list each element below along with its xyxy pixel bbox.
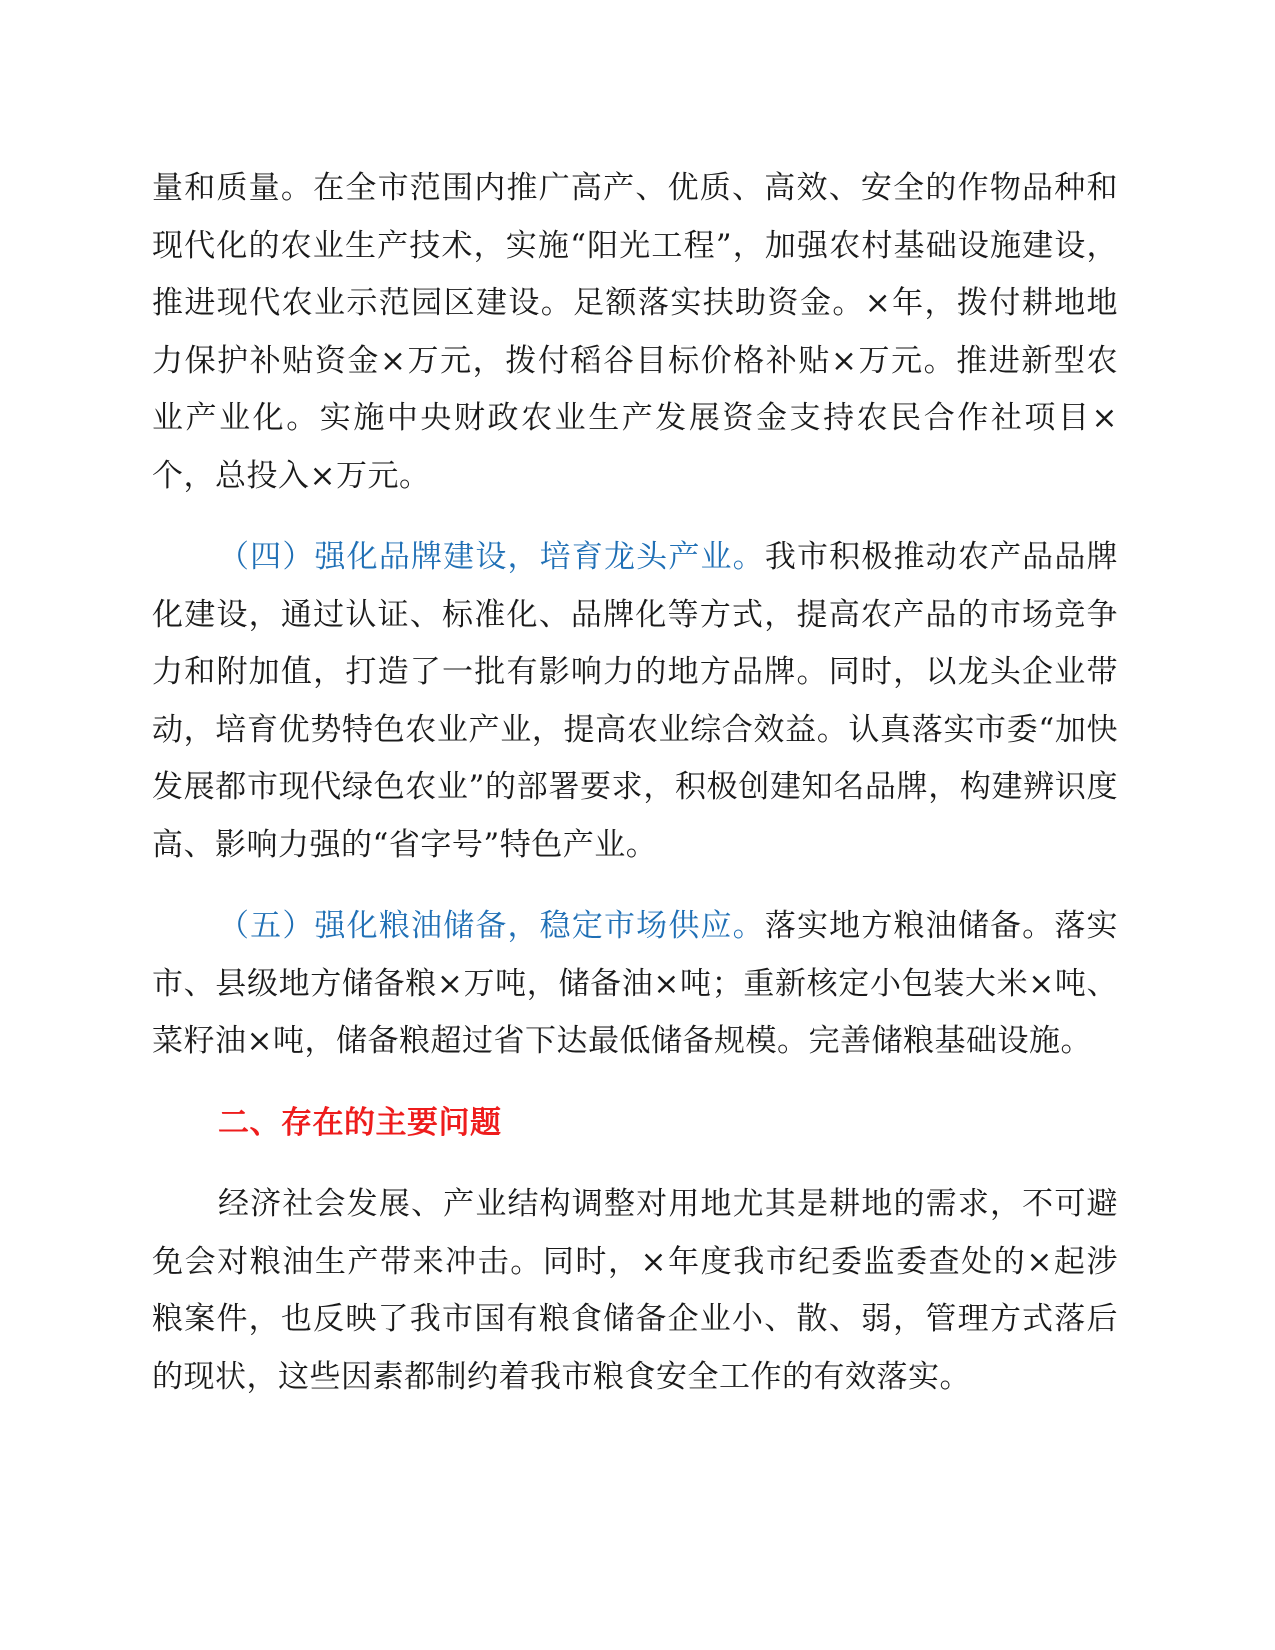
section-four-paragraph [152, 529, 1118, 874]
paragraph-continued: 量和质量。在全市范围内推广高产、优质、高效、安全的作物品种和现代化的农业生产技术，实施“阳光工程”，加强农村基础设施建设，推进现代农业示范园区建设。足额落实扶助资金。×年，拨付耕地地力保护补贴资金×万元，拨付稻谷目标价格补贴×万元。推进新型农业产业化。实施中央财政农业生产发展资金支持农民合作社项目×个，总投入×万元。 [152, 170, 1118, 494]
main-issues-paragraph: 经济社会发展、产业结构调整对用地尤其是耕地的需求，不可避免会对粮油生产带来冲击。同时，×年度我市纪委监委查处的×起涉粮案件，也反映了我市国有粮食储备企业小、散、弱，管理方式落后的现状，这些因素都制约着我市粮食安全工作的有效落实。 [152, 1186, 1118, 1395]
main-issues-heading: 二、存在的主要问题 [218, 1104, 502, 1141]
section-five-title: （五）强化粮油储备，稳定市场供应。 [218, 908, 765, 944]
section-four-body: 我市积极推动农产品品牌化建设，通过认证、标准化、品牌化等方式，提高农产品的市场竞争力和附加值，打造了一批有影响力的地方品牌。同时，以龙头企业带动，培育优势特色农业产业，提高农业综合效益。认真落实市委“加快发展都市现代绿色农业”的部署要求，积极创建知名品牌，构建辨识度高、影响力强的“省字号”特色产业。 [152, 539, 1119, 863]
section-five-paragraph [152, 898, 1118, 1071]
document-page [152, 160, 1118, 1430]
section-five-body: 落实地方粮油储备。落实市、县级地方储备粮×万吨，储备油×吨；重新核定小包装大米×吨、菜籽油×吨，储备粮超过省下达最低储备规模。完善储粮基础设施。 [152, 908, 1119, 1059]
section-four-title: （四）强化品牌建设，培育龙头产业。 [218, 539, 765, 575]
